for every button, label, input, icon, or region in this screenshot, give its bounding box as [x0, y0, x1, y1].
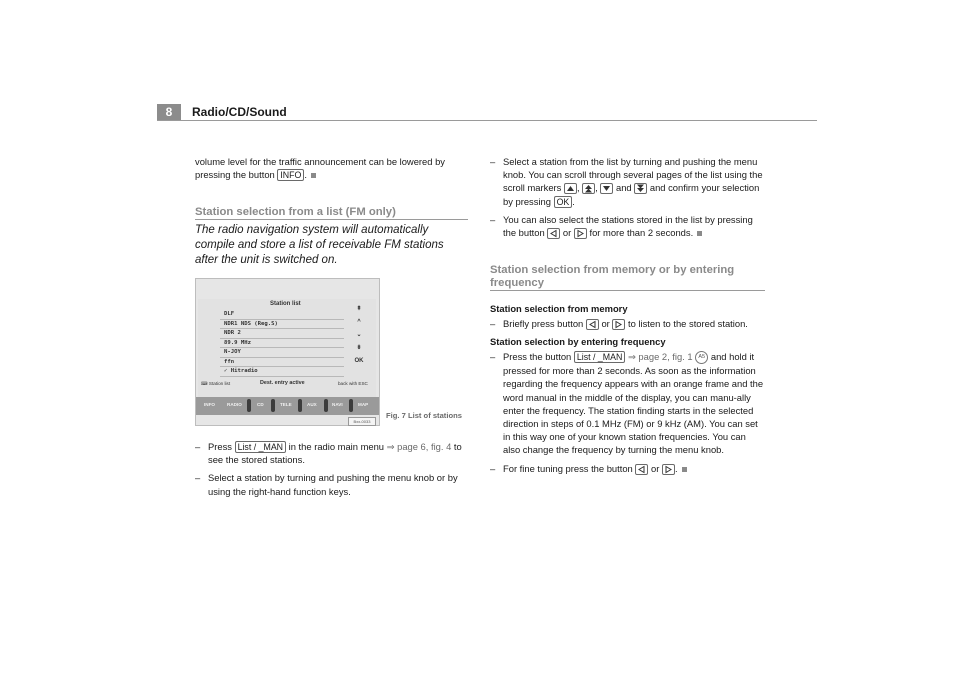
page-down-key-icon [634, 183, 647, 194]
hw-button-info: INFO [204, 402, 215, 407]
station-item: ffn [220, 358, 344, 368]
status-center: Dest. entry active [260, 380, 305, 386]
bullet-press-seek: – You can also select the stations stored in the list by pressing the button or for more than 2 seconds. [490, 213, 765, 239]
page-number: 8 [157, 104, 181, 120]
knob-icon [298, 399, 302, 412]
display-title: Station list [270, 301, 301, 307]
left-bullets [195, 440, 468, 503]
hardware-button-bar [196, 397, 379, 415]
seek-right-key-icon [612, 319, 625, 330]
end-mark [697, 231, 702, 236]
knob-icon [349, 399, 353, 412]
station-item: DLF [220, 310, 344, 320]
ok-marker: OK [354, 358, 364, 364]
intro-text: volume level for the traffic announcement can be lowered by pressing the button [195, 156, 445, 181]
scroll-up-icon: ^ [357, 319, 361, 325]
subhead-memory: Station selection from memory [490, 303, 628, 314]
bullet-scroll-list: – Select a station from the list by turning and pushing the menu knob. You can scroll through several pages of the list using the scroll markers , , and and confirm your selection by pressing OK . [490, 155, 765, 208]
hw-button-navi: NAVI [332, 402, 343, 407]
page-link[interactable]: ⇒ page 2, fig. 1 [627, 351, 693, 363]
status-left: ⌨ Station list [201, 381, 231, 386]
info-key: INFO [277, 169, 304, 181]
knob-icon [324, 399, 328, 412]
seek-left-key-icon [547, 228, 560, 239]
bullet-enter-frequency: – Press the button List / _MAN ⇒ page 2, fig. 1 A5 and hold it pressed for more than 2 seconds. As soon as the information regarding the frequency appears with an orange frame and the word manual in the middle of the display, you can manu-ally enter the frequency. The station finding starts in the selected direction in steps of 0.1 MHz (FM) or 9 kHz (AM). You can set in this way one of your known station frequencies. You can also change the frequency by turning the menu knob. [490, 350, 765, 456]
list-man-key: List / _MAN [574, 351, 625, 363]
subhead-frequency: Station selection by entering frequency [490, 336, 666, 348]
bullet-press-list: – Press List / _MAN in the radio main menu ⇒ page 6, fig. 4 to see the stored stations. [195, 440, 468, 466]
bullet-brief-press: – Briefly press button or to listen to the stored station. [490, 317, 765, 330]
figure-station-list [195, 278, 380, 426]
header-rule [157, 120, 817, 121]
seek-right-key-icon [662, 464, 675, 475]
memory-section-body [490, 302, 765, 480]
intro-paragraph: volume level for the traffic announcement can be lowered by pressing the button INFO . [195, 156, 445, 181]
bullet-select-station: – Select a station by turning and pushing the menu knob or by using the right-hand function keys. [195, 471, 468, 497]
knob-icon [247, 399, 251, 412]
end-mark [682, 467, 687, 472]
figure-caption: Fig. 7 List of stations [386, 411, 462, 420]
figure-code: Bxx-0033 [348, 417, 376, 426]
seek-right-key-icon [574, 228, 587, 239]
section-title-memory: Station selection from memory or by entering frequency [490, 264, 735, 289]
end-mark [311, 173, 316, 178]
hw-button-radio: RADIO [227, 402, 242, 407]
scroll-down-key-icon [600, 183, 613, 194]
station-item: NDR 2 [220, 329, 344, 339]
chapter-title: Radio/CD/Sound [192, 105, 287, 119]
status-right: back with ESC [338, 381, 368, 386]
hw-button-tele: TELE [280, 402, 292, 407]
page-down-icon: ⇟ [356, 345, 362, 351]
page-up-icon: ⇞ [356, 306, 362, 312]
station-list [220, 310, 344, 377]
section-intro: The radio navigation system will automatically compile and store a list of receivable FM stations after the unit is switched on. [195, 224, 444, 266]
page-up-key-icon [582, 183, 595, 194]
list-man-key: List / _MAN [235, 441, 286, 453]
right-bullets [490, 155, 765, 244]
scroll-down-icon: ⌄ [356, 332, 362, 338]
knob-icon [271, 399, 275, 412]
station-item: ✓ Hitradio [220, 367, 344, 377]
scroll-markers [347, 303, 371, 368]
section-rule [490, 290, 765, 291]
hw-button-cd: CD [257, 402, 264, 407]
bullet-fine-tuning: – For fine tuning press the button or . [490, 462, 765, 475]
station-item: NDR1 NDS (Reg.S) [220, 320, 344, 330]
display-status-bar [198, 380, 376, 390]
hw-button-map: MAP [358, 402, 369, 407]
ok-key: OK [554, 196, 573, 208]
station-item: 89.9 MHz [220, 339, 344, 349]
seek-left-key-icon [635, 464, 648, 475]
page-link[interactable]: ⇒ page 6, fig. 4 [386, 441, 452, 452]
scroll-up-key-icon [564, 183, 577, 194]
seek-left-key-icon [586, 319, 599, 330]
callout-circle: A5 [695, 351, 708, 364]
station-item: N-JOY [220, 348, 344, 358]
section-title-list: Station selection from a list (FM only) [195, 206, 396, 218]
section-rule [195, 219, 468, 220]
hw-button-aux: AUX [307, 402, 317, 407]
